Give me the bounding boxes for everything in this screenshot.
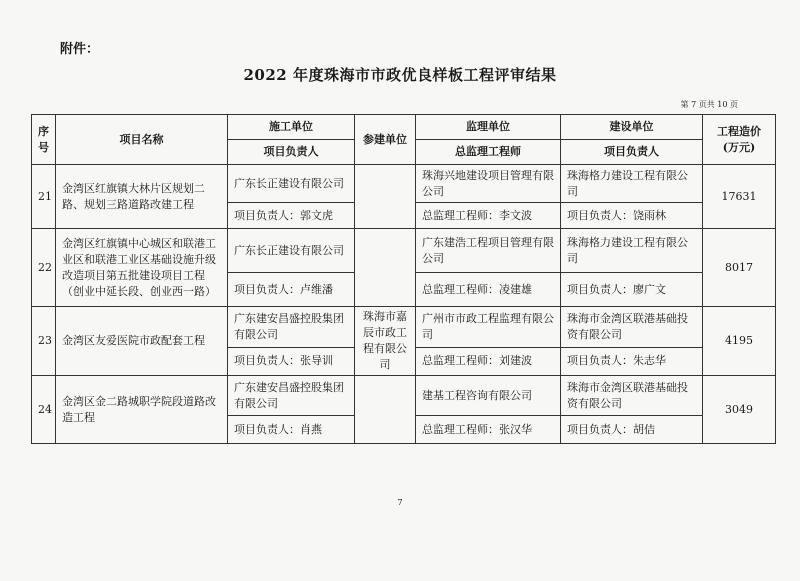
results-table bbox=[31, 114, 776, 444]
page-title: 2022 年度珠海市市政优良样板工程评审结果 bbox=[243, 66, 557, 84]
row-supervision-engineer: 总监理工程师：凌建雄 bbox=[416, 273, 561, 307]
row-participating-unit bbox=[355, 229, 416, 307]
row-developer-unit: 珠海市金湾区联港基础投资有限公司 bbox=[561, 376, 703, 416]
row-construction-leader: 项目负责人：卢维潘 bbox=[228, 273, 355, 307]
row-supervision-engineer: 总监理工程师：李文波 bbox=[416, 203, 561, 229]
row-project-name: 金湾区红旗镇中心城区和联港工业区和联港工业区基础设施升级改造项目第五批建设项目工程（创业中延长段、创业西一路） bbox=[56, 229, 228, 307]
header-cost: 工程造价(万元) bbox=[703, 115, 776, 165]
header-project-name: 项目名称 bbox=[56, 115, 228, 165]
row-index: 22 bbox=[32, 229, 56, 307]
row-developer-unit: 珠海格力建设工程有限公司 bbox=[561, 165, 703, 203]
table-row bbox=[32, 229, 776, 273]
row-developer-leader: 项目负责人：廖广文 bbox=[561, 273, 703, 307]
page-info: 第 7 页共 10 页 bbox=[680, 100, 738, 109]
page-number: 7 bbox=[397, 498, 403, 507]
row-construction-unit: 广东建安昌盛控股集团有限公司 bbox=[228, 376, 355, 416]
header-developer-unit: 建设单位 bbox=[561, 115, 703, 140]
row-index: 24 bbox=[32, 376, 56, 444]
row-supervision-unit: 广州市市政工程监理有限公司 bbox=[416, 307, 561, 348]
row-supervision-engineer: 总监理工程师：张汉华 bbox=[416, 416, 561, 444]
row-index: 21 bbox=[32, 165, 56, 229]
row-participating-unit bbox=[355, 165, 416, 229]
header-participating-unit: 参建单位 bbox=[355, 115, 416, 165]
row-supervision-unit: 珠海兴地建设项目管理有限公司 bbox=[416, 165, 561, 203]
row-project-name: 金湾区金二路城职学院段道路改造工程 bbox=[56, 376, 228, 444]
row-construction-unit: 广东长正建设有限公司 bbox=[228, 165, 355, 203]
row-cost: 4195 bbox=[703, 307, 776, 376]
row-construction-unit: 广东长正建设有限公司 bbox=[228, 229, 355, 273]
row-cost: 3049 bbox=[703, 376, 776, 444]
row-participating-unit: 珠海市嘉辰市政工程有限公司 bbox=[355, 307, 416, 376]
row-construction-leader: 项目负责人：郭文虎 bbox=[228, 203, 355, 229]
row-index: 23 bbox=[32, 307, 56, 376]
row-construction-leader: 项目负责人：肖燕 bbox=[228, 416, 355, 444]
row-developer-unit: 珠海格力建设工程有限公司 bbox=[561, 229, 703, 273]
row-supervision-unit: 建基工程咨询有限公司 bbox=[416, 376, 561, 416]
row-participating-unit bbox=[355, 376, 416, 444]
table-row bbox=[32, 307, 776, 348]
header-row-1 bbox=[32, 115, 776, 140]
row-developer-leader: 项目负责人：胡佶 bbox=[561, 416, 703, 444]
row-supervision-unit: 广东建浩工程项目管理有限公司 bbox=[416, 229, 561, 273]
row-cost: 17631 bbox=[703, 165, 776, 229]
row-supervision-engineer: 总监理工程师：刘建波 bbox=[416, 347, 561, 375]
table-row bbox=[32, 376, 776, 416]
row-developer-leader: 项目负责人：朱志华 bbox=[561, 347, 703, 375]
header-chief-engineer: 总监理工程师 bbox=[416, 140, 561, 165]
header-project-leader: 项目负责人 bbox=[228, 140, 355, 165]
header-developer-leader: 项目负责人 bbox=[561, 140, 703, 165]
row-developer-leader: 项目负责人：饶雨林 bbox=[561, 203, 703, 229]
row-construction-leader: 项目负责人：张导训 bbox=[228, 347, 355, 375]
header-index: 序号 bbox=[32, 115, 56, 165]
row-construction-unit: 广东建安昌盛控股集团有限公司 bbox=[228, 307, 355, 348]
header-supervision-unit: 监理单位 bbox=[416, 115, 561, 140]
table-row bbox=[32, 165, 776, 203]
row-project-name: 金湾区友爱医院市政配套工程 bbox=[56, 307, 228, 376]
attachment-label: 附件： bbox=[60, 42, 100, 57]
row-project-name: 金湾区红旗镇大林片区规划二路、规划三路道路改建工程 bbox=[56, 165, 228, 229]
header-construction-unit: 施工单位 bbox=[228, 115, 355, 140]
row-cost: 8017 bbox=[703, 229, 776, 307]
row-developer-unit: 珠海市金湾区联港基础投资有限公司 bbox=[561, 307, 703, 348]
